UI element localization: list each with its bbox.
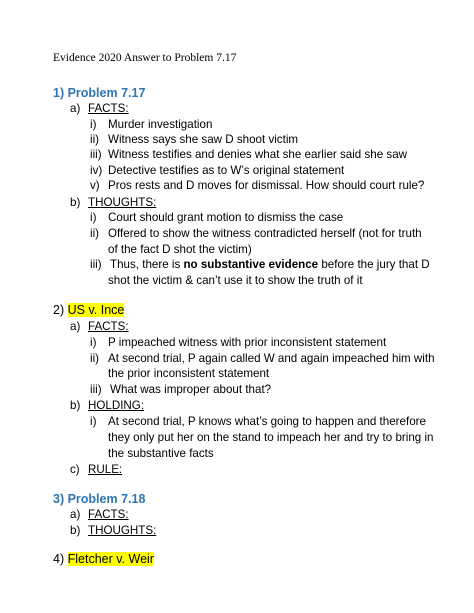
s1-thought-marker: iii): [90, 258, 102, 271]
s1-fact-text: Pros rests and D moves for dismissal. How should court rule?: [108, 179, 425, 192]
s1-thought-marker: ii): [90, 227, 100, 240]
s2-holding-marker-i: i): [90, 415, 97, 428]
s1-thought-text: Offered to show the witness contradicted herself (not for truth: [108, 227, 422, 240]
s2-rule-marker: c): [70, 463, 80, 476]
section-3-heading: 3) Problem 7.18: [53, 492, 146, 506]
document-title: Evidence 2020 Answer to Problem 7.17: [53, 52, 237, 64]
s2-holding-cont: they only put her on the stand to impeach her and try to bring in: [108, 431, 434, 444]
s2-fact-marker: i): [90, 336, 97, 349]
s1-thought-text-post: before the jury that D: [318, 258, 430, 271]
s1-fact-marker: iii): [90, 148, 102, 161]
s1-fact-marker: v): [90, 179, 100, 192]
s2-rule-label: RULE:: [88, 463, 123, 476]
s1-fact-text: Witness says she saw D shoot victim: [108, 133, 299, 146]
section-2-number: 2): [53, 303, 65, 317]
section-4-case: Fletcher v. Weir: [67, 552, 154, 566]
s2-facts-marker: a): [70, 320, 81, 333]
s1-thought-cont: shot the victim & can’t use it to show the truth of it: [108, 274, 363, 287]
s1-thought-text-pre: Thus, there is: [110, 258, 184, 271]
s2-holding-marker: b): [70, 399, 81, 412]
s1-fact-marker: ii): [90, 133, 100, 146]
s3-thoughts-label: THOUGHTS:: [88, 524, 157, 537]
s2-holding-label: HOLDING:: [88, 399, 145, 412]
s1-thought-marker: i): [90, 211, 97, 224]
s1-thoughts-marker: b): [70, 196, 81, 209]
s1-fact-marker: i): [90, 118, 97, 131]
s2-fact-text: P impeached witness with prior inconsistent statement: [108, 336, 387, 349]
section-1-heading: 1) Problem 7.17: [53, 86, 146, 100]
section-4-number: 4): [53, 552, 65, 566]
s2-fact-text: At second trial, P again called W and again impeached him with: [108, 352, 435, 365]
s1-thought-cont: of the fact D shot the victim): [108, 243, 252, 256]
s3-facts-marker: a): [70, 508, 81, 521]
section-2-heading: [53, 303, 124, 318]
s2-fact-cont: the prior inconsistent statement: [108, 367, 270, 380]
s2-holding-text: At second trial, P knows what’s going to happen and therefore: [108, 415, 426, 428]
s1-fact-text: Murder investigation: [108, 118, 213, 131]
s3-thoughts-marker: b): [70, 524, 81, 537]
s1-fact-text: Witness testifies and denies what she earlier said she saw: [108, 148, 408, 161]
s2-holding-cont: the substantive facts: [108, 447, 214, 460]
s1-thought-text: Court should grant motion to dismiss the case: [108, 211, 344, 224]
s1-facts-label: FACTS:: [88, 102, 129, 115]
s2-fact-marker: iii): [90, 383, 102, 396]
s1-thought-bold: no substantive evidence: [183, 258, 319, 271]
section-4-heading: [53, 552, 154, 567]
s1-thoughts-label: THOUGHTS:: [88, 196, 157, 209]
s2-facts-label: FACTS:: [88, 320, 129, 333]
s3-facts-label: FACTS:: [88, 508, 129, 521]
s2-fact-text: What was improper about that?: [110, 383, 272, 396]
s1-fact-text: Detective testifies as to W’s original statement: [108, 164, 345, 177]
section-2-case: US v. Ince: [67, 303, 125, 317]
s2-fact-marker: ii): [90, 352, 100, 365]
s1-fact-marker: iv): [90, 164, 103, 177]
s1-facts-marker: a): [70, 102, 81, 115]
